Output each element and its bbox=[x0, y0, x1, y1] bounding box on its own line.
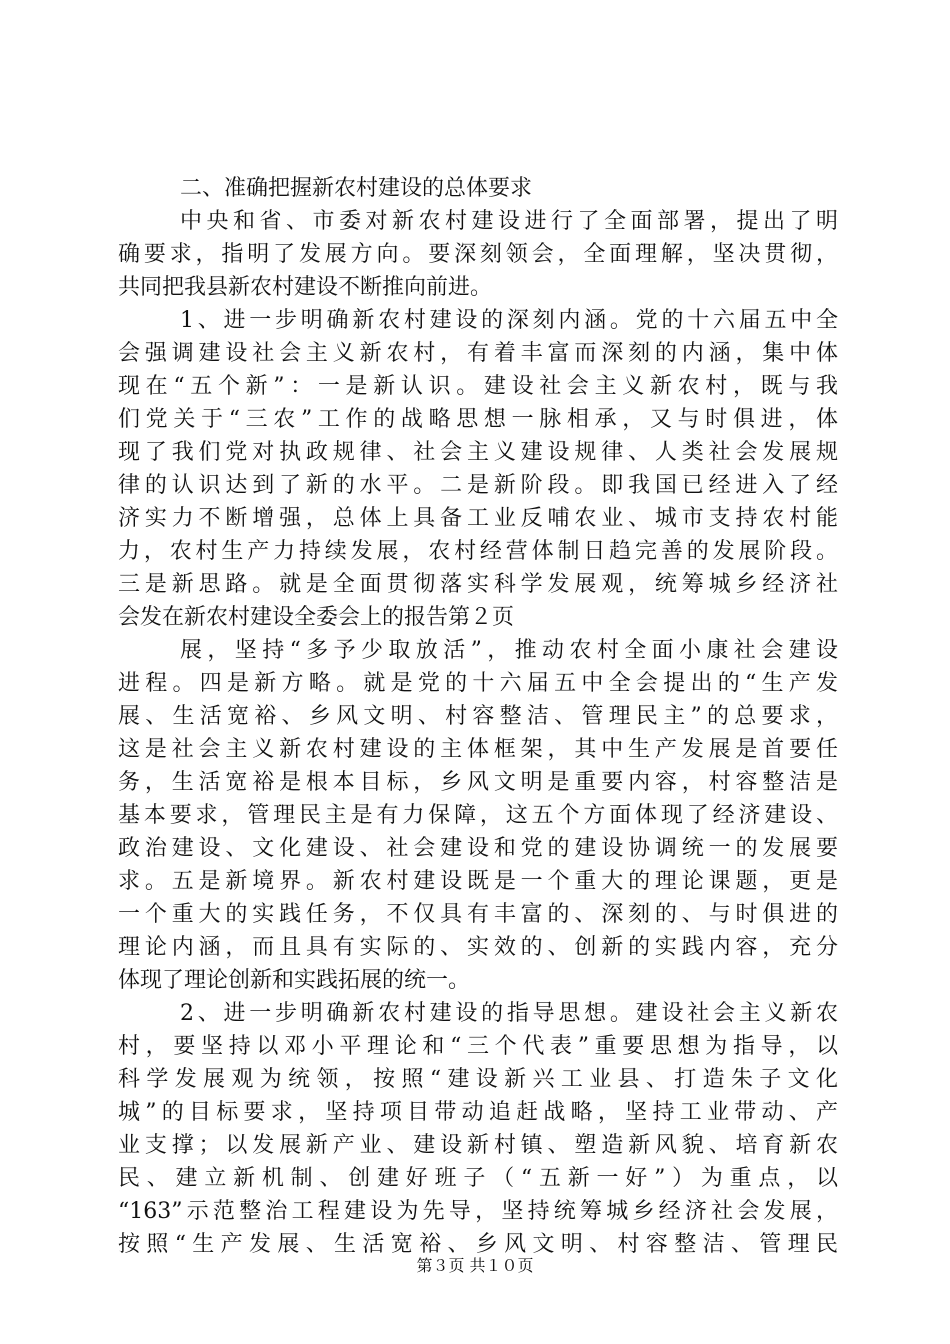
paragraph-line: 务，生活宽裕是根本目标，乡风文明是重要内容，村容整洁是 bbox=[118, 770, 838, 795]
paragraph-line: 求。五是新境界。新农村建设既是一个重大的理论课题，更是 bbox=[118, 869, 838, 894]
paragraph-line: 政治建设、文化建设、社会建设和党的建设协调统一的发展要 bbox=[118, 836, 838, 861]
paragraph-line: 科学发展观为统领，按照“建设新兴工业县、打造朱子文化 bbox=[118, 1067, 838, 1092]
paragraph-line: 业支撑；以发展新产业、建设新村镇、塑造新风貌、培育新农 bbox=[118, 1133, 838, 1158]
paragraph-line: 城”的目标要求，坚持项目带动追赶战略，坚持工业带动、产 bbox=[118, 1100, 838, 1125]
paragraph-line: 体现了理论创新和实践拓展的统一。 bbox=[118, 968, 471, 993]
paragraph-line: 会强调建设社会主义新农村，有着丰富而深刻的内涵，集中体 bbox=[118, 341, 838, 366]
paragraph-line: 们党关于“三农”工作的战略思想一脉相承，又与时俱进，体 bbox=[118, 407, 838, 432]
paragraph-line: “163”示范整治工程建设为先导，坚持统筹城乡经济社会发展， bbox=[118, 1199, 838, 1224]
paragraph-line: 按照“生产发展、生活宽裕、乡风文明、村容整洁、管理民 bbox=[118, 1232, 838, 1257]
paragraph-line: 共同把我县新农村建设不断推向前进。 bbox=[118, 275, 493, 300]
paragraph-line: 2、进一步明确新农村建设的指导思想。建设社会主义新农 bbox=[180, 1001, 838, 1026]
paragraph-line: 中央和省、市委对新农村建设进行了全面部署，提出了明 bbox=[180, 209, 838, 234]
paragraph-line: 律的认识达到了新的水平。二是新阶段。即我国已经进入了经 bbox=[118, 473, 838, 498]
paragraph-line: 展，坚持“多予少取放活”，推动农村全面小康社会建设 bbox=[180, 638, 838, 663]
paragraph-line: 确要求，指明了发展方向。要深刻领会，全面理解，坚决贯彻， bbox=[118, 242, 838, 267]
paragraph-line: 会发在新农村建设全委会上的报告第２页 bbox=[118, 605, 515, 630]
section-heading: 二、准确把握新农村建设的总体要求 bbox=[180, 176, 533, 201]
paragraph-line: 力，农村生产力持续发展，农村经营体制日趋完善的发展阶段。 bbox=[118, 539, 838, 564]
paragraph-line: 民、建立新机制、创建好班子（“五新一好”）为重点，以 bbox=[118, 1166, 838, 1191]
paragraph-line: 这是社会主义新农村建设的主体框架，其中生产发展是首要任 bbox=[118, 737, 838, 762]
paragraph-line: 理论内涵，而且具有实际的、实效的、创新的实践内容，充分 bbox=[118, 935, 838, 960]
paragraph-line: 济实力不断增强，总体上具备工业反哺农业、城市支持农村能 bbox=[118, 506, 838, 531]
paragraph-line: 1、进一步明确新农村建设的深刻内涵。党的十六届五中全 bbox=[180, 308, 838, 333]
paragraph-line: 现了我们党对执政规律、社会主义建设规律、人类社会发展规 bbox=[118, 440, 838, 465]
paragraph-line: 三是新思路。就是全面贯彻落实科学发展观，统筹城乡经济社 bbox=[118, 572, 838, 597]
paragraph-line: 一个重大的实践任务，不仅具有丰富的、深刻的、与时俱进的 bbox=[118, 902, 838, 927]
page-footer: 第３页 共１０页 bbox=[416, 1256, 534, 1275]
paragraph-line: 展、生活宽裕、乡风文明、村容整洁、管理民主”的总要求， bbox=[118, 704, 838, 729]
paragraph-line: 基本要求，管理民主是有力保障，这五个方面体现了经济建设、 bbox=[118, 803, 838, 828]
paragraph-line: 进程。四是新方略。就是党的十六届五中全会提出的“生产发 bbox=[118, 671, 838, 696]
body-text bbox=[118, 172, 838, 1261]
paragraph-line: 村，要坚持以邓小平理论和“三个代表”重要思想为指导，以 bbox=[118, 1034, 838, 1059]
paragraph-line: 现在“五个新”：一是新认识。建设社会主义新农村，既与我 bbox=[118, 374, 838, 399]
